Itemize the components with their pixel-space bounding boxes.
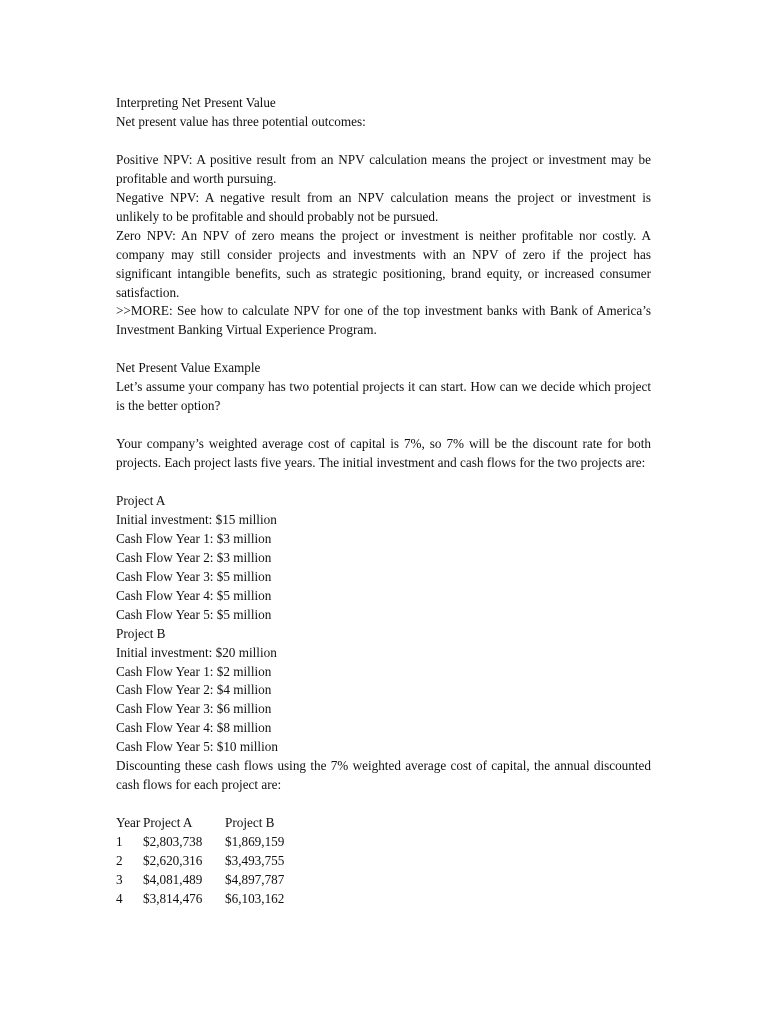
table-header-cell: Project B — [225, 815, 275, 831]
project-a-flow: Cash Flow Year 5: $5 million — [116, 606, 272, 622]
table-header-cell: Year — [116, 815, 141, 831]
negative-npv-paragraph: Negative NPV: A negative result from an NPV calculation means the project or investment is unlikely to be profitable and should probably not be pursued. — [116, 189, 651, 224]
project-b-initial: Initial investment: $20 million — [116, 644, 277, 660]
table-cell-project-b: $1,869,159 — [225, 834, 285, 850]
spacer — [116, 473, 651, 492]
table-cell-project-a: $3,814,476 — [143, 890, 203, 906]
table-cell-year: 3 — [116, 872, 123, 887]
table-cell-project-a: $2,620,316 — [143, 853, 203, 869]
spacer — [116, 132, 651, 151]
section-heading: Interpreting Net Present Value — [116, 95, 276, 110]
project-b-flow: Cash Flow Year 1: $2 million — [116, 663, 272, 679]
spacer — [116, 340, 651, 359]
zero-npv-paragraph: Zero NPV: An NPV of zero means the project or investment is neither profitable nor costly. A company may still consider projects and investments with an NPV of zero if the project has significant intangible benefits, such as strategic positioning, brand equity, or increased consumer satisfaction. — [116, 227, 651, 300]
project-a-flow: Cash Flow Year 3: $5 million — [116, 568, 272, 584]
project-a-flow: Cash Flow Year 2: $3 million — [116, 549, 272, 565]
document-body — [116, 94, 651, 909]
table-cell-year: 1 — [116, 834, 123, 850]
project-a-initial: Initial investment: $15 million — [116, 511, 277, 527]
positive-npv-paragraph: Positive NPV: A positive result from an NPV calculation means the project or investment may be profitable and worth pursuing. — [116, 151, 651, 186]
table-header-cell: Project A — [143, 815, 193, 831]
project-b-flow: Cash Flow Year 3: $6 million — [116, 701, 272, 717]
table-cell-project-b: $6,103,162 — [225, 890, 285, 906]
project-a-flow: Cash Flow Year 1: $3 million — [116, 530, 272, 546]
intro-lead: Net present value has three potential outcomes: — [116, 113, 366, 129]
table-cell-year: 4 — [116, 890, 123, 906]
project-b-flow: Cash Flow Year 2: $4 million — [116, 682, 272, 698]
table-cell-project-a: $2,803,738 — [143, 834, 203, 850]
table-cell-year: 2 — [116, 853, 123, 869]
table-cell-project-a: $4,081,489 — [143, 872, 203, 887]
discount-paragraph: Discounting these cash flows using the 7% weighted average cost of capital, the annual discounted cash flows for each project are: — [116, 758, 651, 793]
table-row — [116, 890, 651, 909]
table-header-row — [116, 814, 651, 833]
table-row — [116, 833, 651, 852]
example-question: Let’s assume your company has two potential projects it can start. How can we decide which project is the better option? — [116, 379, 651, 414]
project-a-flow: Cash Flow Year 4: $5 million — [116, 587, 272, 603]
project-b-flow: Cash Flow Year 4: $8 million — [116, 720, 272, 736]
project-a-title: Project A — [116, 492, 166, 508]
table-row — [116, 871, 651, 890]
more-paragraph: >>MORE: See how to calculate NPV for one of the top investment banks with Bank of America’s Investment Banking Virtual Experience Program. — [116, 303, 651, 338]
project-b-flow: Cash Flow Year 5: $10 million — [116, 739, 278, 755]
spacer — [116, 416, 651, 435]
spacer — [116, 795, 651, 814]
discounted-cash-flow-table — [116, 814, 651, 909]
project-b-title: Project B — [116, 625, 166, 641]
example-context: Your company’s weighted average cost of capital is 7%, so 7% will be the discount rate for both projects. Each project lasts five years. The initial investment and cash flows for the two projects are: — [116, 436, 651, 471]
example-heading: Net Present Value Example — [116, 360, 261, 376]
table-row — [116, 852, 651, 871]
table-cell-project-b: $4,897,787 — [225, 872, 285, 887]
table-cell-project-b: $3,493,755 — [225, 853, 285, 869]
